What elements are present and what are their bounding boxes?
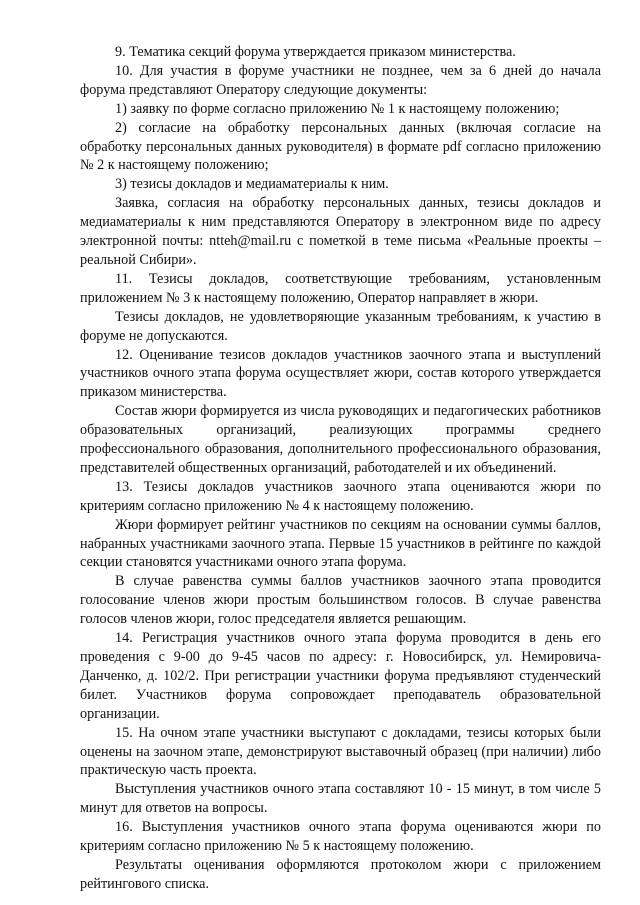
- paragraph-item-11: 11. Тезисы докладов, соответствующие требованиям, установленным приложением № 3 к настоящему положению, Оператор направляет в жюри.: [80, 270, 601, 306]
- paragraph-rejection: Тезисы докладов, не удовлетворяющие указанным требованиям, к участию в форуме не допускаются.: [80, 308, 601, 344]
- paragraph-duration: Выступления участников очного этапа составляют 10 - 15 минут, в том числе 5 минут для ответов на вопросы.: [80, 781, 601, 817]
- paragraph-results: Результаты оценивания оформляются протоколом жюри с приложением рейтингового списка.: [80, 856, 601, 892]
- paragraph-item-10: 10. Для участия в форуме участники не позднее, чем за 6 дней до начала форума представляют Оператору следующие документы:: [80, 62, 601, 98]
- paragraph-submission: Заявка, согласия на обработку персональных данных, тезисы докладов и медиаматериалы к ним представляются Оператору в электронном виде по адресу электронной почты: ntteh@mail.ru с пометкой в теме письма «Реальные проекты – реальной Сибири».: [80, 195, 601, 268]
- paragraph-rating: Жюри формирует рейтинг участников по секциям на основании суммы баллов, набранных участниками заочного этапа. Первые 15 участников в рейтинге по каждой секции становятся участниками очного этапа форума.: [80, 516, 601, 571]
- paragraph-subitem-3: 3) тезисы докладов и медиаматериалы к ним.: [115, 176, 389, 193]
- paragraph-tie-break: В случае равенства суммы баллов участников заочного этапа проводится голосование членов жюри простым большинством голосов. В случае равенства голосов членов жюри, голос председателя является решающим.: [80, 573, 601, 628]
- paragraph-item-12: 12. Оценивание тезисов докладов участников заочного этапа и выступлений участников очного этапа форума осуществляет жюри, состав которого утверждается приказом министерства.: [80, 346, 601, 401]
- paragraph-item-16: 16. Выступления участников очного этапа форума оцениваются жюри по критериям согласно приложению № 5 к настоящему положению.: [80, 819, 601, 855]
- paragraph-subitem-2: 2) согласие на обработку персональных данных (включая согласие на обработку персональных данных руководителя) в формате pdf согласно приложению № 2 к настоящему положению;: [80, 119, 601, 174]
- paragraph-item-15: 15. На очном этапе участники выступают с докладами, тезисы которых были оценены на заочном этапе, демонстрируют выставочный образец (при наличии) либо практическую часть проекта.: [80, 724, 601, 779]
- paragraph-item-13: 13. Тезисы докладов участников заочного этапа оцениваются жюри по критериям согласно приложению № 4 к настоящему положению.: [80, 478, 601, 514]
- paragraph-jury-composition: Состав жюри формируется из числа руководящих и педагогических работников образовательных организаций, реализующих программы среднего профессионального образования, дополнительного профессионального образования, представителей общественных организаций, работодателей и их объединений.: [80, 403, 601, 476]
- paragraph-item-9: 9. Тематика секций форума утверждается приказом министерства.: [115, 44, 516, 60]
- paragraph-item-14: 14. Регистрация участников очного этапа форума проводится в день его проведения с 9-00 до 9-45 часов по адресу: г. Новосибирск, ул. Немировича-Данченко, д. 102/2. При регистрации участники форума предъявляют студенческий билет. Участников форума сопровождает преподаватель образовательной организации.: [80, 630, 601, 722]
- paragraph-subitem-1: 1) заявку по форме согласно приложению № 1 к настоящему положению;: [115, 100, 560, 117]
